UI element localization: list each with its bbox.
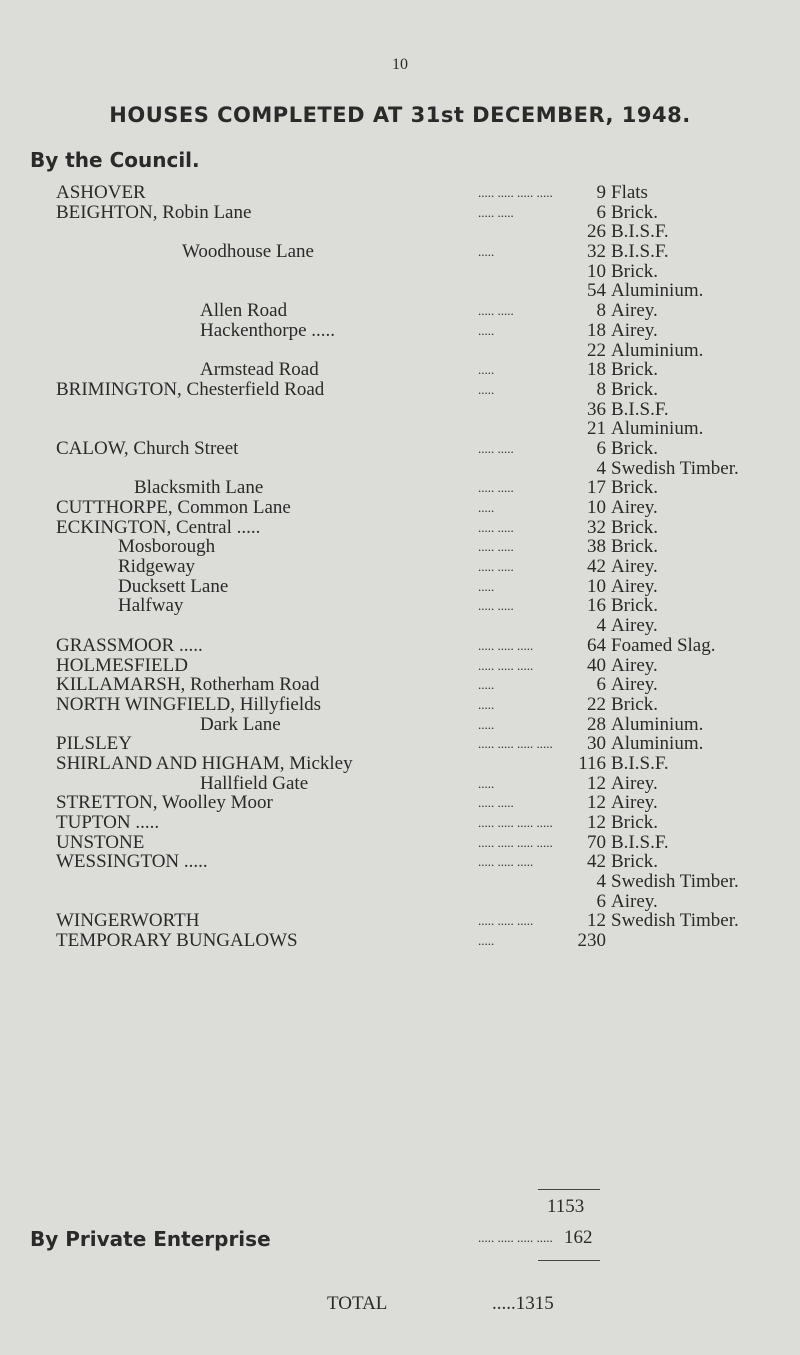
row-house-type: Aluminium. [611,713,704,735]
row-count: 70 [587,831,606,853]
table-row [0,774,800,794]
row-count: 32 [587,516,606,538]
table-row [0,911,800,931]
row-value [560,636,716,656]
row-leader-dots: ..... [478,578,495,594]
row-house-type: Aluminium. [611,733,704,755]
row-value [560,242,669,262]
section-heading-council: By the Council. [30,148,200,172]
row-count: 10 [587,575,606,597]
row-house-type: Swedish Timber. [611,910,739,932]
table-row [0,281,800,301]
row-count: 38 [587,536,606,558]
row-leader-dots: ..... ..... ..... [478,854,534,870]
row-leader-dots: ..... [478,933,495,949]
row-house-type: Airey. [611,497,658,518]
row-count: 22 [587,693,606,715]
row-leader-dots: ..... [478,244,495,260]
row-count: 6 [596,437,606,459]
row-value [560,754,669,774]
row-leader-dots: ..... [478,696,495,712]
row-location: Hallfield Gate [200,772,309,794]
table-row [0,459,800,479]
row-count: 12 [587,910,606,932]
subtotal-rule [538,1189,600,1190]
table-row [0,341,800,361]
row-location: UNSTONE [56,831,145,853]
row-count: 26 [587,221,606,243]
table-row [0,872,800,892]
row-value [560,360,658,380]
row-leader-dots: ..... [478,500,495,515]
row-leader-dots: ..... ..... ..... ..... [478,185,553,200]
row-count: 4 [596,457,606,479]
table-row [0,380,800,400]
row-house-type: Airey. [611,792,658,814]
row-value [560,380,658,400]
row-location: Woodhouse Lane [182,241,314,263]
row-house-type: Swedish Timber. [611,871,739,893]
row-value [560,439,658,459]
row-leader-dots: ..... ..... ..... ..... [478,736,553,752]
row-leader-dots: ..... [478,322,495,338]
table-row [0,675,800,695]
table-row [0,537,800,557]
row-house-type: Airey. [611,772,658,794]
row-value [560,715,703,735]
row-value [560,852,658,872]
row-house-type: Airey. [611,890,658,912]
row-count: 230 [577,930,606,952]
row-value [560,931,611,951]
page-title: HOUSES COMPLETED AT 31st DECEMBER, 1948. [109,103,691,127]
table-row [0,715,800,735]
row-house-type: B.I.S.F. [611,241,669,263]
row-leader-dots: ..... ..... [478,519,514,535]
row-count: 18 [587,359,606,381]
row-value [560,911,739,931]
total-value: .....1315 [492,1293,554,1314]
council-houses-table [0,183,800,951]
row-house-type: Brick. [611,260,658,282]
table-row [0,754,800,774]
row-house-type: Airey. [611,575,658,597]
row-location: KILLAMARSH, Rotherham Road [56,674,320,696]
table-row [0,636,800,656]
row-value [560,478,658,498]
table-row [0,400,800,420]
row-house-type: Brick. [611,851,658,873]
table-row [0,321,800,341]
row-location: GRASSMOOR ..... [56,634,203,656]
total-rule [538,1260,600,1261]
row-house-type: Brick. [611,595,658,617]
row-house-type: Airey. [611,674,658,696]
table-row [0,596,800,616]
row-count: 17 [587,477,606,499]
row-location: Hackenthorpe ..... [200,319,336,341]
row-value [560,557,658,577]
row-count: 32 [587,241,606,263]
table-row [0,518,800,538]
row-location: STRETTON, Woolley Moor [56,792,273,814]
row-value [560,203,658,223]
row-house-type: Brick. [611,693,658,715]
row-house-type: B.I.S.F. [611,221,669,243]
row-leader-dots: ..... ..... ..... [478,637,534,653]
row-location: Halfway [118,595,184,617]
row-value [560,183,648,203]
row-leader-dots: ..... ..... ..... [478,913,534,929]
row-value [560,459,739,479]
table-row [0,656,800,676]
row-location: HOLMESFIELD [56,654,188,676]
row-value [560,616,658,636]
row-count: 42 [587,851,606,873]
row-leader-dots: ..... ..... [478,539,514,555]
row-location: Ridgeway [118,556,196,578]
row-count: 22 [587,339,606,361]
row-leader-dots: ..... ..... [478,480,514,496]
table-row [0,360,800,380]
row-house-type: B.I.S.F. [611,398,669,420]
row-location: ECKINGTON, Central ..... [56,516,261,538]
row-location: CUTTHORPE, Common Lane [56,497,291,518]
table-row [0,852,800,872]
row-value [560,400,669,420]
table-row [0,577,800,597]
row-house-type: Airey. [611,556,658,578]
row-value [560,301,658,321]
row-leader-dots: ..... ..... [478,795,514,811]
row-house-type: Foamed Slag. [611,634,716,656]
table-row [0,793,800,813]
row-location: Ducksett Lane [118,575,229,597]
row-count: 8 [596,300,606,322]
row-value [560,498,658,518]
row-value [560,833,669,853]
row-leader-dots: ..... ..... ..... [478,657,534,673]
row-location: Dark Lane [200,713,281,735]
row-leader-dots: ..... [478,716,495,732]
row-location: NORTH WINGFIELD, Hillyfields [56,693,322,715]
row-leader-dots: ..... ..... [478,204,514,220]
table-row [0,616,800,636]
row-value [560,262,658,282]
row-count: 16 [587,595,606,617]
row-count: 6 [596,674,606,696]
row-count: 54 [587,280,606,302]
row-house-type: Brick. [611,536,658,558]
row-house-type: Aluminium. [611,418,704,440]
row-count: 6 [596,890,606,912]
row-count: 21 [587,418,606,440]
row-leader-dots: ..... [478,362,495,378]
row-value [560,675,658,695]
table-row [0,183,800,203]
row-location: TUPTON ..... [56,812,160,833]
row-count: 42 [587,556,606,578]
row-count: 12 [587,772,606,794]
table-row [0,203,800,223]
council-subtotal: 1153 [547,1196,585,1217]
row-house-type: Airey. [611,300,658,322]
row-count: 64 [587,634,606,656]
row-location: WINGERWORTH [56,910,200,932]
row-house-type: Aluminium. [611,280,704,302]
row-house-type: Brick. [611,477,658,499]
row-house-type: Swedish Timber. [611,457,739,479]
page-number: 10 [392,56,408,73]
row-house-type: Brick. [611,812,658,833]
row-house-type: Brick. [611,516,658,538]
row-location: BEIGHTON, Robin Lane [56,201,252,223]
row-count: 12 [587,812,606,833]
row-value [560,596,658,616]
row-count: 10 [587,260,606,282]
row-house-type: Brick. [611,201,658,223]
table-row [0,813,800,833]
total-label: TOTAL [327,1293,388,1314]
row-count: 18 [587,319,606,341]
private-enterprise-count: 162 [564,1227,593,1248]
row-count: 36 [587,398,606,420]
row-value [560,518,658,538]
row-value [560,321,658,341]
row-count: 116 [578,752,606,774]
row-count: 4 [596,615,606,637]
row-location: ASHOVER [56,182,146,203]
row-house-type: Brick. [611,378,658,400]
row-leader-dots: ..... [478,381,495,397]
table-row [0,833,800,853]
row-house-type: B.I.S.F. [611,752,669,774]
row-count: 10 [587,497,606,518]
row-count: 28 [587,713,606,735]
row-value [560,577,658,597]
private-leader-dots: ..... ..... ..... ..... [478,1230,553,1245]
row-leader-dots: ..... ..... [478,598,514,614]
row-house-type: Airey. [611,319,658,341]
row-count: 40 [587,654,606,676]
row-leader-dots: ..... ..... [478,303,514,319]
table-row [0,242,800,262]
row-location: CALOW, Church Street [56,437,239,459]
table-row [0,557,800,577]
row-count: 9 [596,182,606,203]
row-house-type: Brick. [611,437,658,459]
row-value [560,419,703,439]
row-house-type: Aluminium. [611,339,704,361]
section-heading-private: By Private Enterprise [30,1227,271,1251]
row-leader-dots: ..... ..... ..... ..... [478,815,553,830]
row-leader-dots: ..... [478,775,495,791]
row-house-type: Airey. [611,654,658,676]
table-row [0,478,800,498]
row-count: 12 [587,792,606,814]
table-row [0,734,800,754]
row-value [560,341,703,361]
row-location: TEMPORARY BUNGALOWS [56,930,298,952]
row-value [560,813,658,833]
row-value [560,872,739,892]
row-value [560,734,703,754]
table-row [0,931,800,951]
row-location: Armstead Road [200,359,319,381]
table-row [0,222,800,242]
table-row [0,262,800,282]
row-location: Blacksmith Lane [134,477,264,499]
row-leader-dots: ..... [478,677,495,693]
row-count: 8 [596,378,606,400]
row-value [560,537,658,557]
row-value [560,656,658,676]
row-house-type: B.I.S.F. [611,831,669,853]
row-value [560,892,658,912]
row-location: SHIRLAND AND HIGHAM, Mickley [56,752,353,774]
table-row [0,419,800,439]
row-leader-dots: ..... ..... [478,440,514,456]
table-row [0,498,800,518]
table-row [0,892,800,912]
row-count: 30 [587,733,606,755]
table-row [0,439,800,459]
row-count: 6 [596,201,606,223]
row-house-type: Brick. [611,359,658,381]
row-leader-dots: ..... ..... ..... ..... [478,834,553,850]
row-value [560,774,658,794]
table-row [0,695,800,715]
row-value [560,695,658,715]
row-count: 4 [596,871,606,893]
row-value [560,222,669,242]
row-location: PILSLEY [56,733,132,755]
table-row [0,301,800,321]
row-house-type: Airey. [611,615,658,637]
row-value [560,281,703,301]
row-location: Allen Road [200,300,288,322]
row-location: Mosborough [118,536,216,558]
row-location: BRIMINGTON, Chesterfield Road [56,378,325,400]
row-location: WESSINGTON ..... [56,851,208,873]
row-house-type: Flats [611,182,648,203]
row-leader-dots: ..... ..... [478,559,514,575]
row-value [560,793,658,813]
